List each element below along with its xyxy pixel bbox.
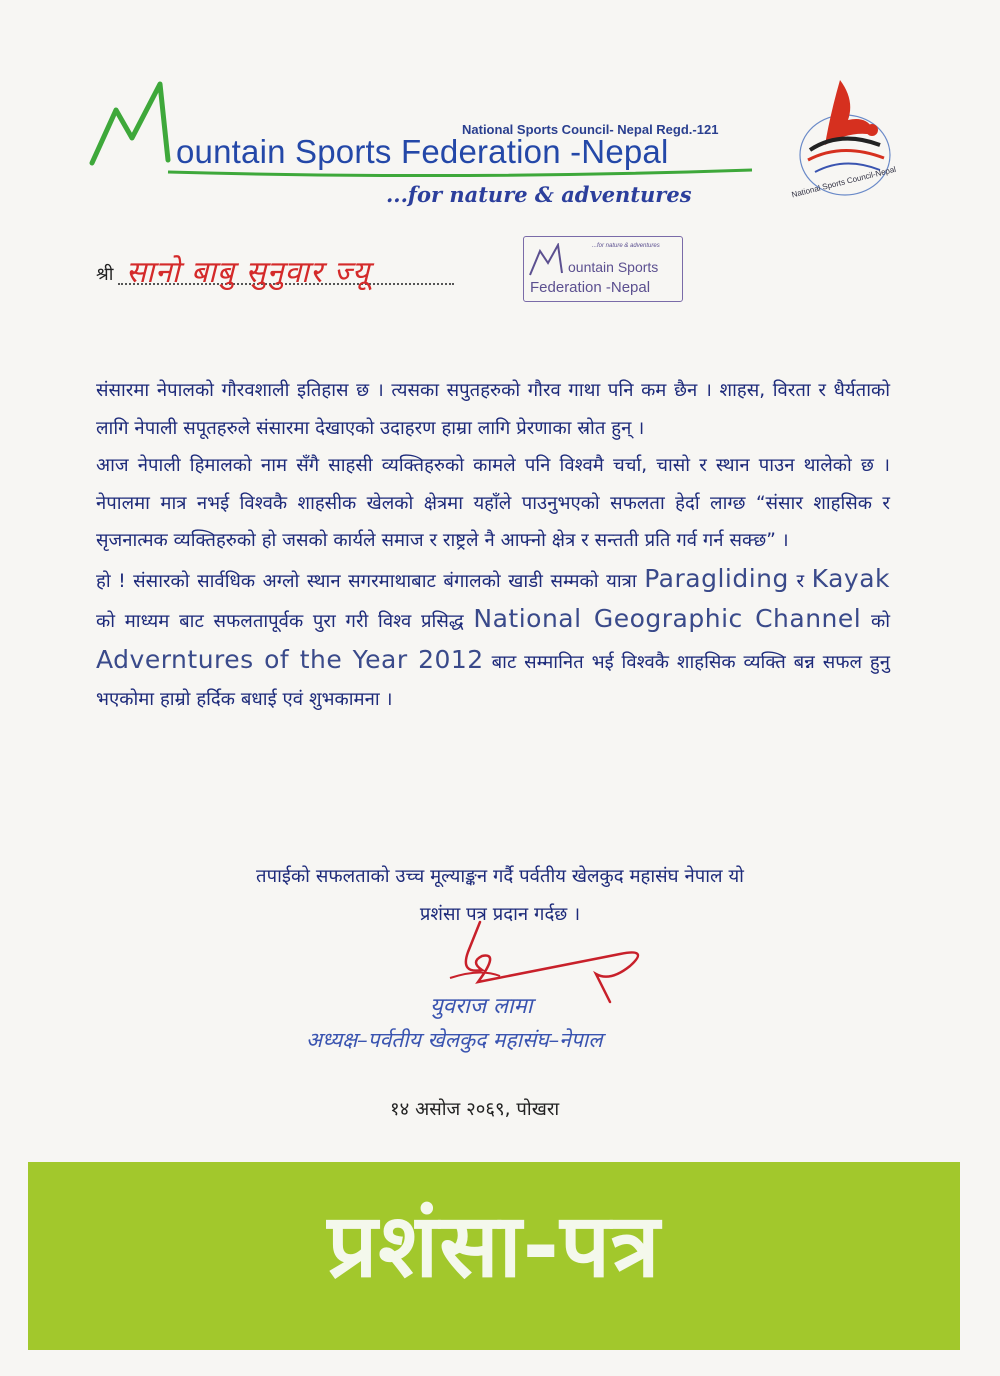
body-paragraph-2: आज नेपाली हिमालको नाम सँगै साहसी व्यक्तिहरुको कामले पनि विश्वमै चर्चा, चासो र स्थान पाउन थालेको छ । नेपालमा मात्र नभई विश्वकै शाहसीक खेलको क्षेत्रमा यहाँले पाउनुभएको सफलता हेर्दा लाग्छ “संसार शाहसिक र सृजनात्मक व्यक्तिहरुको हो जसको कार्यले समाज र राष्ट्रले नै आफ्नो क्षेत्र र सन्तती प्रति गर्व गर्न सक्छ” ।	[96, 455, 890, 551]
organization-name: ountain Sports Federation -Nepal	[176, 133, 669, 170]
stamp-line-2: ountain Sports	[568, 259, 659, 275]
certificate-body	[96, 372, 890, 719]
date-place: १४ असोज २०६९, पोखरा	[390, 1099, 560, 1120]
certificate-banner	[28, 1162, 960, 1350]
closing-line-2: प्रशंसा पत्र प्रदान गर्दछ ।	[419, 904, 581, 925]
closing-line-1: तपाईको सफलताको उच्च मूल्याङ्कन गर्दै पर्वतीय खेलकुद महासंघ नेपाल यो	[256, 866, 744, 887]
recipient-name: सानो बाबु सुनुवार ज्यू	[126, 255, 371, 290]
banner-title: प्रशंसा-पत्र	[327, 1194, 661, 1297]
body-paragraph-3	[96, 560, 890, 719]
council-registration: National Sports Council- Nepal Regd.-121	[462, 122, 719, 137]
stamp-line-3: Federation -Nepal	[530, 279, 651, 296]
p3-text-a: हो ! संसारको सार्वधिक अग्लो स्थान सगरमाथाबाट बंगालको खाडी सम्मको यात्रा	[96, 570, 645, 592]
p3-text-c: को माध्यम बाट सफलतापूर्वक पुरा गरी विश्व प्रसिद्ध	[96, 611, 474, 632]
tagline: ...for nature & adventures	[386, 182, 692, 207]
body-paragraph-1: संसारमा नेपालको गौरवशाली इतिहास छ । त्यसका सपुतहरुको गौरव गाथा पनि कम छैन । शाहस, विरता र धैर्यताको लागि नेपाली सपूतहरुले संसारमा देखाएको उदाहरण हाम्रा लागि प्रेरणाका स्रोत हुन् ।	[96, 380, 890, 439]
stamp-mountain-icon	[528, 243, 572, 277]
p3-nat-geo: National Geographic Channel	[473, 604, 862, 633]
federation-stamp	[523, 236, 683, 302]
p3-paragliding: Paragliding	[644, 563, 789, 593]
p3-text-e: बाट सम्मानित भई विश्वकै शाहसिक व्यक्ति बन्न सफल हुनु भएकोमा हाम्रो हर्दिक बधाई एवं शुभकामना ।	[96, 651, 890, 710]
signatory-name: युवराज लामा	[430, 994, 533, 1019]
p3-text-b: र	[788, 570, 812, 592]
emblem-caption: National Sports Council-Nepal	[790, 164, 897, 200]
p3-award: Adverntures of the Year 2012	[96, 644, 484, 674]
p3-text-d: को	[861, 611, 890, 632]
signatory-designation: अध्यक्ष–पर्वतीय खेलकुद महासंघ–नेपाल	[306, 1028, 603, 1052]
stamp-tagline: ...for nature & adventures	[592, 243, 660, 249]
p3-kayak: Kayak	[811, 563, 890, 593]
recipient-prefix: श्री	[96, 264, 114, 285]
